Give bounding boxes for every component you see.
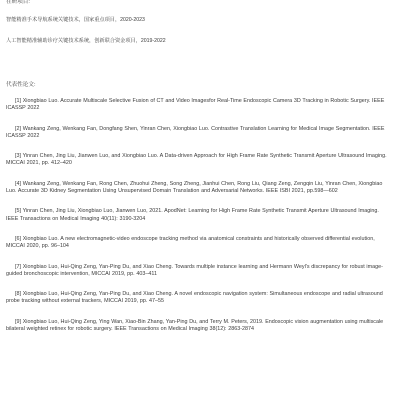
publication-list bbox=[6, 98, 392, 346]
publication-item: [1] Xiongbiao Luo. Accurate Multiscale Selective Fusion of CT and Video Imagesfor Real-Time Endoscopic Camera 3D Tracking in Robotic Surgery. IEEE ICASSP 2022 bbox=[6, 98, 385, 112]
publication-item: [8] Xiongbiao Luo, Hui-Qing Zeng, Yan-Ping Du, and Xiao Cheng. A novel endoscopic navigation system: Simultaneous endoscope and radial ultrasound probe tracking without external trackers, MICCAI 2019, pp. 47–55 bbox=[6, 291, 383, 305]
publication-item: [9] Xiongbiao Luo, Hui-Qing Zeng, Ying Wan, Xiao-Bin Zhang, Yan-Ping Du, and Terry M. Peters, 2019. Endoscopic vision augmentation using multiscale bilateral weighted retinex for robotic surgery. IEEE Transactions on Medical Imaging 38(12): 2863-2874 bbox=[6, 318, 384, 332]
publication-item: [3] Yinran Chen, Jing Liu, Jianwen Luo, and Xiongbiao Luo. A Data-driven Approach for High Frame Rate Synthetic Transmit Aperture Ultrasound Imaging. MICCAI 2021, pp. 412–420 bbox=[6, 153, 387, 167]
publications-heading: 代表性论文: bbox=[6, 82, 36, 88]
publication-item: [2] Wankang Zeng, Wenkang Fan, Dongfang Shen, Yinran Chen, Xiongbiao Luo. Contrastive Translation Learning for Medical Image Segmentation. IEEE ICASSP 2022 bbox=[6, 125, 385, 139]
project-item-2: 人工智能精准辅助诊疗关键技术系统，创新联合资金项目，2019-2022 bbox=[6, 38, 166, 44]
publication-item: [7] Xiongbiao Luo, Hui-Qing Zeng, Yan-Ping Du, and Xiao Cheng. Towards multiple instance learning and Hermann Weyl’s discrepancy for robust image-guided bronchoscopic intervention, MICCAI 2019, pp. 403–411 bbox=[6, 263, 383, 277]
publication-item: [5] Yinran Chen, Jing Liu, Xiongbiao Luo, Jianwen Luo, 2021. ApodNet: Learning for High Frame Rate Synthetic Transmit Aperture Ultrasound Imaging. IEEE Transactions on Medical Imaging 40(11): 3190-3204 bbox=[6, 208, 379, 222]
project-item-1: 智能精准手术导航系统关键技术，国家重点项目，2020-2023 bbox=[6, 17, 145, 23]
publication-item: [4] Wankang Zeng, Wenkang Fan, Rong Chen, Zhuohui Zheng, Song Zheng, Jianhui Chen, Rong Liu, Qiang Zeng, Zengqin Liu, Yinran Chen, Xiongbiao Luo. Accurate 3D Kidney Segmentation Using Unsupervised Domain Translation and Adversarial Networks. IEEE ISBI 2021, pp.598—602 bbox=[6, 180, 383, 194]
projects-heading: 在研项目: bbox=[6, 0, 30, 5]
publication-item: [6] Xiongbiao Luo. A new electromagnetic-video endoscope tracking method via anatomical constraints and historically observed differential evolution, MICCAI 2020, pp. 96–104 bbox=[6, 235, 375, 250]
